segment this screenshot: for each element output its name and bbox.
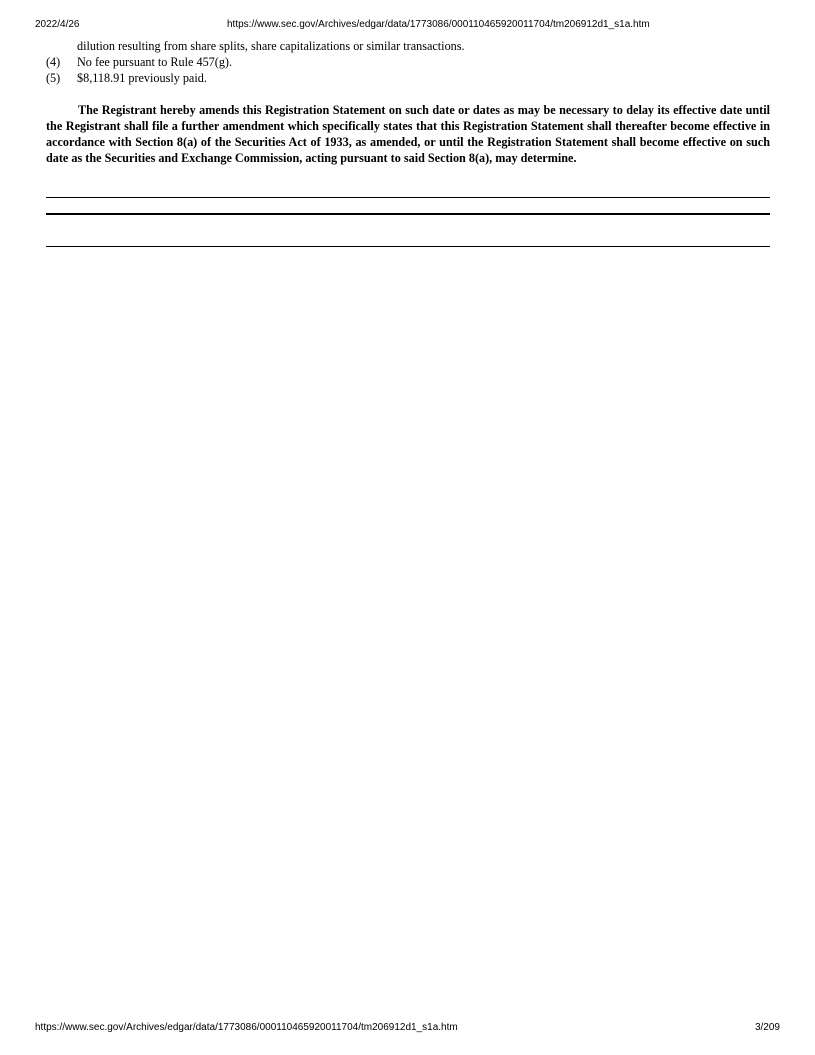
divider-line-thick <box>46 213 770 215</box>
footnote-text: No fee pursuant to Rule 457(g). <box>77 55 233 69</box>
footnote-4 <box>46 54 770 70</box>
delaying-amendment-paragraph: The Registrant hereby amends this Registration Statement on such date or dates as may be necessary to delay its effective date until the Registrant shall file a further amendment which specifically states that this Registration Statement shall thereafter become effective in accordance with Section 8(a) of the Securities Act of 1933, as amended, or until the Registration Statement shall become effective on such date as the Securities and Exchange Commission, acting pursuant to said Section 8(a), may determine. <box>46 103 770 165</box>
divider-line <box>46 246 770 247</box>
footnote-5 <box>46 70 770 86</box>
footnote-text: $8,118.91 previously paid. <box>77 71 207 85</box>
document-body <box>46 38 770 166</box>
footnote-continuation: dilution resulting from share splits, share capitalizations or similar transactions. <box>77 39 465 53</box>
footnote-number: (5) <box>46 71 61 85</box>
divider-line <box>46 197 770 198</box>
footnote-number: (4) <box>46 55 61 69</box>
print-header-url: https://www.sec.gov/Archives/edgar/data/1773086/000110465920011704/tm206912d1_s1a.htm <box>227 19 650 30</box>
page-number: 3/209 <box>754 1022 780 1033</box>
print-date: 2022/4/26 <box>35 19 80 30</box>
print-footer-url: https://www.sec.gov/Archives/edgar/data/1773086/000110465920011704/tm206912d1_s1a.htm <box>35 1022 458 1033</box>
